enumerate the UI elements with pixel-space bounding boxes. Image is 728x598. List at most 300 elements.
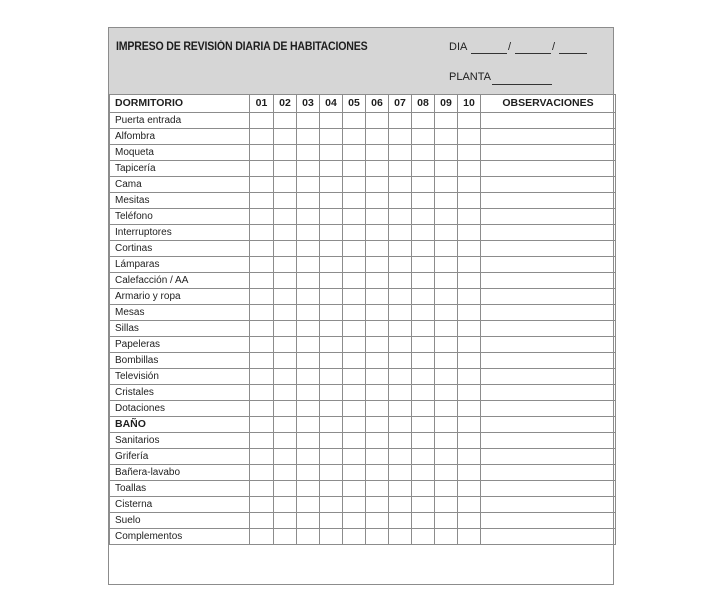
room-check-cell[interactable] (435, 321, 458, 337)
room-check-cell[interactable] (274, 113, 297, 129)
room-check-cell[interactable] (250, 497, 274, 513)
room-check-cell[interactable] (320, 337, 343, 353)
room-check-cell[interactable] (320, 273, 343, 289)
room-check-cell[interactable] (320, 385, 343, 401)
room-check-cell[interactable] (320, 529, 343, 545)
room-check-cell[interactable] (412, 289, 435, 305)
room-check-cell[interactable] (274, 465, 297, 481)
room-check-cell[interactable] (274, 513, 297, 529)
room-check-cell[interactable] (435, 449, 458, 465)
room-check-cell[interactable] (389, 385, 412, 401)
room-check-cell[interactable] (250, 417, 274, 433)
observations-cell[interactable] (481, 241, 616, 257)
room-check-cell[interactable] (320, 465, 343, 481)
room-check-cell[interactable] (412, 481, 435, 497)
room-check-cell[interactable] (458, 433, 481, 449)
room-check-cell[interactable] (320, 369, 343, 385)
room-check-cell[interactable] (412, 161, 435, 177)
observations-cell[interactable] (481, 417, 616, 433)
room-check-cell[interactable] (343, 289, 366, 305)
room-check-cell[interactable] (297, 321, 320, 337)
room-check-cell[interactable] (274, 257, 297, 273)
room-check-cell[interactable] (297, 385, 320, 401)
room-check-cell[interactable] (297, 273, 320, 289)
room-check-cell[interactable] (320, 481, 343, 497)
room-check-cell[interactable] (412, 337, 435, 353)
room-check-cell[interactable] (274, 369, 297, 385)
room-check-cell[interactable] (366, 385, 389, 401)
room-check-cell[interactable] (343, 481, 366, 497)
room-check-cell[interactable] (250, 449, 274, 465)
room-check-cell[interactable] (366, 177, 389, 193)
room-check-cell[interactable] (297, 161, 320, 177)
room-check-cell[interactable] (320, 417, 343, 433)
room-check-cell[interactable] (343, 353, 366, 369)
room-check-cell[interactable] (250, 369, 274, 385)
room-check-cell[interactable] (274, 417, 297, 433)
room-check-cell[interactable] (435, 529, 458, 545)
room-check-cell[interactable] (250, 161, 274, 177)
room-check-cell[interactable] (458, 257, 481, 273)
room-check-cell[interactable] (366, 433, 389, 449)
room-check-cell[interactable] (366, 369, 389, 385)
date-month-field[interactable] (515, 53, 551, 54)
room-check-cell[interactable] (250, 481, 274, 497)
room-check-cell[interactable] (343, 193, 366, 209)
room-check-cell[interactable] (343, 529, 366, 545)
observations-cell[interactable] (481, 225, 616, 241)
room-check-cell[interactable] (366, 161, 389, 177)
observations-cell[interactable] (481, 401, 616, 417)
room-check-cell[interactable] (274, 145, 297, 161)
room-check-cell[interactable] (297, 257, 320, 273)
room-check-cell[interactable] (458, 385, 481, 401)
room-check-cell[interactable] (297, 513, 320, 529)
room-check-cell[interactable] (435, 417, 458, 433)
room-check-cell[interactable] (366, 321, 389, 337)
room-check-cell[interactable] (458, 193, 481, 209)
room-check-cell[interactable] (366, 401, 389, 417)
observations-cell[interactable] (481, 529, 616, 545)
room-check-cell[interactable] (320, 145, 343, 161)
room-check-cell[interactable] (250, 225, 274, 241)
observations-cell[interactable] (481, 145, 616, 161)
room-check-cell[interactable] (458, 145, 481, 161)
room-check-cell[interactable] (458, 497, 481, 513)
room-check-cell[interactable] (366, 305, 389, 321)
room-check-cell[interactable] (343, 417, 366, 433)
room-check-cell[interactable] (389, 209, 412, 225)
room-check-cell[interactable] (343, 273, 366, 289)
room-check-cell[interactable] (250, 177, 274, 193)
room-check-cell[interactable] (412, 145, 435, 161)
room-check-cell[interactable] (458, 273, 481, 289)
room-check-cell[interactable] (320, 497, 343, 513)
room-check-cell[interactable] (250, 273, 274, 289)
room-check-cell[interactable] (250, 209, 274, 225)
room-check-cell[interactable] (343, 449, 366, 465)
room-check-cell[interactable] (389, 177, 412, 193)
room-check-cell[interactable] (435, 513, 458, 529)
room-check-cell[interactable] (274, 273, 297, 289)
room-check-cell[interactable] (435, 401, 458, 417)
room-check-cell[interactable] (297, 337, 320, 353)
room-check-cell[interactable] (297, 433, 320, 449)
room-check-cell[interactable] (458, 113, 481, 129)
room-check-cell[interactable] (343, 513, 366, 529)
room-check-cell[interactable] (458, 481, 481, 497)
room-check-cell[interactable] (250, 145, 274, 161)
room-check-cell[interactable] (389, 529, 412, 545)
room-check-cell[interactable] (435, 289, 458, 305)
observations-cell[interactable] (481, 273, 616, 289)
room-check-cell[interactable] (250, 241, 274, 257)
room-check-cell[interactable] (389, 193, 412, 209)
room-check-cell[interactable] (435, 273, 458, 289)
room-check-cell[interactable] (343, 305, 366, 321)
room-check-cell[interactable] (274, 481, 297, 497)
room-check-cell[interactable] (389, 433, 412, 449)
room-check-cell[interactable] (458, 417, 481, 433)
room-check-cell[interactable] (366, 209, 389, 225)
room-check-cell[interactable] (366, 417, 389, 433)
room-check-cell[interactable] (412, 193, 435, 209)
room-check-cell[interactable] (297, 417, 320, 433)
room-check-cell[interactable] (343, 497, 366, 513)
room-check-cell[interactable] (274, 161, 297, 177)
room-check-cell[interactable] (250, 129, 274, 145)
room-check-cell[interactable] (343, 241, 366, 257)
observations-cell[interactable] (481, 289, 616, 305)
date-day-field[interactable] (471, 53, 507, 54)
room-check-cell[interactable] (250, 193, 274, 209)
room-check-cell[interactable] (320, 433, 343, 449)
room-check-cell[interactable] (320, 449, 343, 465)
room-check-cell[interactable] (412, 417, 435, 433)
room-check-cell[interactable] (412, 529, 435, 545)
room-check-cell[interactable] (343, 337, 366, 353)
room-check-cell[interactable] (366, 481, 389, 497)
date-year-field[interactable] (559, 53, 587, 54)
observations-cell[interactable] (481, 193, 616, 209)
room-check-cell[interactable] (435, 353, 458, 369)
room-check-cell[interactable] (389, 497, 412, 513)
room-check-cell[interactable] (435, 113, 458, 129)
room-check-cell[interactable] (366, 449, 389, 465)
room-check-cell[interactable] (250, 353, 274, 369)
room-check-cell[interactable] (458, 449, 481, 465)
room-check-cell[interactable] (458, 321, 481, 337)
observations-cell[interactable] (481, 513, 616, 529)
room-check-cell[interactable] (435, 497, 458, 513)
room-check-cell[interactable] (274, 449, 297, 465)
room-check-cell[interactable] (389, 417, 412, 433)
room-check-cell[interactable] (274, 177, 297, 193)
room-check-cell[interactable] (320, 241, 343, 257)
room-check-cell[interactable] (435, 385, 458, 401)
room-check-cell[interactable] (435, 433, 458, 449)
room-check-cell[interactable] (458, 529, 481, 545)
observations-cell[interactable] (481, 257, 616, 273)
room-check-cell[interactable] (435, 241, 458, 257)
room-check-cell[interactable] (343, 177, 366, 193)
room-check-cell[interactable] (250, 465, 274, 481)
room-check-cell[interactable] (366, 513, 389, 529)
room-check-cell[interactable] (412, 177, 435, 193)
room-check-cell[interactable] (250, 337, 274, 353)
room-check-cell[interactable] (250, 321, 274, 337)
room-check-cell[interactable] (412, 241, 435, 257)
room-check-cell[interactable] (320, 177, 343, 193)
room-check-cell[interactable] (343, 161, 366, 177)
room-check-cell[interactable] (389, 145, 412, 161)
room-check-cell[interactable] (250, 385, 274, 401)
observations-cell[interactable] (481, 353, 616, 369)
room-check-cell[interactable] (343, 401, 366, 417)
room-check-cell[interactable] (274, 337, 297, 353)
room-check-cell[interactable] (435, 257, 458, 273)
room-check-cell[interactable] (389, 465, 412, 481)
room-check-cell[interactable] (412, 465, 435, 481)
room-check-cell[interactable] (366, 129, 389, 145)
room-check-cell[interactable] (458, 129, 481, 145)
room-check-cell[interactable] (274, 305, 297, 321)
room-check-cell[interactable] (435, 161, 458, 177)
room-check-cell[interactable] (389, 321, 412, 337)
observations-cell[interactable] (481, 385, 616, 401)
room-check-cell[interactable] (389, 305, 412, 321)
room-check-cell[interactable] (274, 529, 297, 545)
room-check-cell[interactable] (343, 225, 366, 241)
room-check-cell[interactable] (297, 529, 320, 545)
room-check-cell[interactable] (250, 433, 274, 449)
room-check-cell[interactable] (297, 113, 320, 129)
room-check-cell[interactable] (389, 369, 412, 385)
room-check-cell[interactable] (412, 209, 435, 225)
room-check-cell[interactable] (274, 209, 297, 225)
room-check-cell[interactable] (297, 289, 320, 305)
room-check-cell[interactable] (297, 225, 320, 241)
room-check-cell[interactable] (250, 257, 274, 273)
room-check-cell[interactable] (458, 353, 481, 369)
room-check-cell[interactable] (389, 337, 412, 353)
room-check-cell[interactable] (412, 113, 435, 129)
room-check-cell[interactable] (366, 529, 389, 545)
room-check-cell[interactable] (366, 289, 389, 305)
room-check-cell[interactable] (343, 129, 366, 145)
room-check-cell[interactable] (250, 289, 274, 305)
room-check-cell[interactable] (297, 497, 320, 513)
room-check-cell[interactable] (412, 449, 435, 465)
room-check-cell[interactable] (366, 337, 389, 353)
room-check-cell[interactable] (320, 193, 343, 209)
room-check-cell[interactable] (389, 353, 412, 369)
room-check-cell[interactable] (297, 145, 320, 161)
room-check-cell[interactable] (320, 321, 343, 337)
room-check-cell[interactable] (366, 257, 389, 273)
room-check-cell[interactable] (320, 225, 343, 241)
room-check-cell[interactable] (250, 529, 274, 545)
room-check-cell[interactable] (435, 369, 458, 385)
room-check-cell[interactable] (435, 225, 458, 241)
room-check-cell[interactable] (274, 497, 297, 513)
room-check-cell[interactable] (274, 353, 297, 369)
room-check-cell[interactable] (343, 209, 366, 225)
room-check-cell[interactable] (297, 353, 320, 369)
room-check-cell[interactable] (297, 401, 320, 417)
observations-cell[interactable] (481, 449, 616, 465)
room-check-cell[interactable] (343, 257, 366, 273)
room-check-cell[interactable] (389, 161, 412, 177)
room-check-cell[interactable] (343, 113, 366, 129)
room-check-cell[interactable] (274, 241, 297, 257)
room-check-cell[interactable] (366, 193, 389, 209)
room-check-cell[interactable] (389, 449, 412, 465)
room-check-cell[interactable] (412, 497, 435, 513)
room-check-cell[interactable] (250, 513, 274, 529)
room-check-cell[interactable] (458, 161, 481, 177)
room-check-cell[interactable] (458, 513, 481, 529)
room-check-cell[interactable] (274, 129, 297, 145)
observations-cell[interactable] (481, 161, 616, 177)
room-check-cell[interactable] (412, 401, 435, 417)
room-check-cell[interactable] (250, 401, 274, 417)
room-check-cell[interactable] (435, 193, 458, 209)
observations-cell[interactable] (481, 177, 616, 193)
room-check-cell[interactable] (297, 209, 320, 225)
room-check-cell[interactable] (274, 321, 297, 337)
room-check-cell[interactable] (366, 497, 389, 513)
room-check-cell[interactable] (297, 129, 320, 145)
room-check-cell[interactable] (412, 257, 435, 273)
observations-cell[interactable] (481, 481, 616, 497)
room-check-cell[interactable] (320, 129, 343, 145)
room-check-cell[interactable] (343, 433, 366, 449)
room-check-cell[interactable] (412, 369, 435, 385)
room-check-cell[interactable] (320, 209, 343, 225)
room-check-cell[interactable] (320, 289, 343, 305)
observations-cell[interactable] (481, 337, 616, 353)
room-check-cell[interactable] (343, 145, 366, 161)
room-check-cell[interactable] (343, 321, 366, 337)
room-check-cell[interactable] (320, 161, 343, 177)
room-check-cell[interactable] (250, 305, 274, 321)
room-check-cell[interactable] (389, 481, 412, 497)
room-check-cell[interactable] (274, 225, 297, 241)
room-check-cell[interactable] (389, 289, 412, 305)
room-check-cell[interactable] (458, 209, 481, 225)
observations-cell[interactable] (481, 465, 616, 481)
room-check-cell[interactable] (343, 385, 366, 401)
room-check-cell[interactable] (297, 449, 320, 465)
observations-cell[interactable] (481, 321, 616, 337)
room-check-cell[interactable] (366, 145, 389, 161)
room-check-cell[interactable] (389, 113, 412, 129)
room-check-cell[interactable] (389, 513, 412, 529)
room-check-cell[interactable] (458, 401, 481, 417)
room-check-cell[interactable] (389, 257, 412, 273)
room-check-cell[interactable] (412, 385, 435, 401)
room-check-cell[interactable] (458, 289, 481, 305)
room-check-cell[interactable] (458, 177, 481, 193)
room-check-cell[interactable] (320, 113, 343, 129)
observations-cell[interactable] (481, 497, 616, 513)
room-check-cell[interactable] (320, 305, 343, 321)
room-check-cell[interactable] (320, 353, 343, 369)
observations-cell[interactable] (481, 369, 616, 385)
room-check-cell[interactable] (366, 465, 389, 481)
observations-cell[interactable] (481, 209, 616, 225)
room-check-cell[interactable] (412, 225, 435, 241)
room-check-cell[interactable] (458, 241, 481, 257)
room-check-cell[interactable] (320, 513, 343, 529)
room-check-cell[interactable] (435, 465, 458, 481)
room-check-cell[interactable] (343, 465, 366, 481)
room-check-cell[interactable] (412, 129, 435, 145)
room-check-cell[interactable] (458, 369, 481, 385)
room-check-cell[interactable] (366, 113, 389, 129)
room-check-cell[interactable] (366, 225, 389, 241)
room-check-cell[interactable] (389, 241, 412, 257)
room-check-cell[interactable] (297, 193, 320, 209)
room-check-cell[interactable] (412, 321, 435, 337)
room-check-cell[interactable] (458, 337, 481, 353)
room-check-cell[interactable] (366, 273, 389, 289)
room-check-cell[interactable] (297, 305, 320, 321)
room-check-cell[interactable] (435, 209, 458, 225)
room-check-cell[interactable] (389, 129, 412, 145)
room-check-cell[interactable] (412, 513, 435, 529)
room-check-cell[interactable] (274, 385, 297, 401)
room-check-cell[interactable] (435, 337, 458, 353)
room-check-cell[interactable] (343, 369, 366, 385)
room-check-cell[interactable] (274, 193, 297, 209)
room-check-cell[interactable] (297, 481, 320, 497)
room-check-cell[interactable] (366, 353, 389, 369)
room-check-cell[interactable] (297, 177, 320, 193)
room-check-cell[interactable] (297, 465, 320, 481)
room-check-cell[interactable] (320, 257, 343, 273)
room-check-cell[interactable] (458, 465, 481, 481)
observations-cell[interactable] (481, 305, 616, 321)
room-check-cell[interactable] (297, 369, 320, 385)
room-check-cell[interactable] (435, 481, 458, 497)
room-check-cell[interactable] (297, 241, 320, 257)
room-check-cell[interactable] (435, 145, 458, 161)
room-check-cell[interactable] (389, 273, 412, 289)
room-check-cell[interactable] (412, 273, 435, 289)
room-check-cell[interactable] (435, 129, 458, 145)
room-check-cell[interactable] (435, 305, 458, 321)
room-check-cell[interactable] (274, 401, 297, 417)
room-check-cell[interactable] (412, 353, 435, 369)
room-check-cell[interactable] (389, 225, 412, 241)
room-check-cell[interactable] (274, 433, 297, 449)
room-check-cell[interactable] (389, 401, 412, 417)
observations-cell[interactable] (481, 113, 616, 129)
room-check-cell[interactable] (458, 225, 481, 241)
room-check-cell[interactable] (366, 241, 389, 257)
room-check-cell[interactable] (412, 433, 435, 449)
room-check-cell[interactable] (458, 305, 481, 321)
room-check-cell[interactable] (274, 289, 297, 305)
observations-cell[interactable] (481, 433, 616, 449)
floor-field[interactable] (492, 84, 552, 85)
room-check-cell[interactable] (320, 401, 343, 417)
room-check-cell[interactable] (435, 177, 458, 193)
observations-cell[interactable] (481, 129, 616, 145)
room-check-cell[interactable] (250, 113, 274, 129)
